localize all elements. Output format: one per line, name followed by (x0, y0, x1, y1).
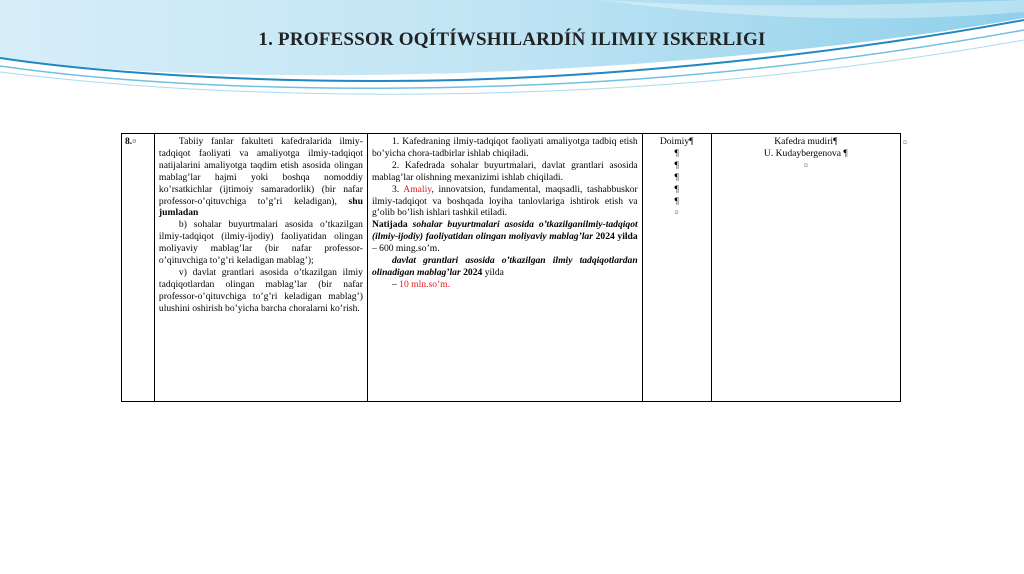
outcome-label: Natijada (371, 219, 408, 231)
result-outcome-2-amount-line (372, 279, 638, 291)
result-highlight-amaliy: Amaliy (403, 183, 432, 195)
outcome-2-year: 2024 (463, 266, 483, 278)
task-paragraph-2: b) sohalar buyurtmalari asosida o’tkazilgan ilmiy-tadqiqot (ilmiy-ijodiy) faoliyatidan olingan moliyaviy mablag’lar (bir nafar professor-o’qituvchiga to’g’ri keladigan mablag’); (158, 219, 363, 267)
result-p3-text: , innovatsion, fundamental, maqsadli, tashabbuskor ilmiy-tadqiqot va boshqada loyiha tanlovlariga ishtirok etish va g’olib bo’lish ishlari tashkil etiladi. (371, 183, 638, 219)
row-end-mark: ¤ (903, 138, 907, 147)
result-outcome-2 (372, 255, 638, 279)
task-text-1: Tabiiy fanlar fakulteti kafedralarida ilmiy-tadqiqot faoliyati va amaliyotga ilmiy-tadqiqot natijalarini amaliyotga taqdim etish asosida olingan mablag’lar hajmi yoki boshqa nomoddiy ko’rsatkichlar (ijtimoiy samaradorlik) (bir nafar professor-o’qituvchiga to’g’ri keladigan), (158, 136, 363, 207)
term-line: ¶ (674, 159, 679, 171)
responsible-mark: ¤ (803, 160, 808, 170)
term-line: ¶ (674, 195, 679, 207)
term-line: ¶ (674, 147, 679, 159)
slide-title: 1. PROFESSOR OQÍTÍWSHILARDÍŃ ILIMIY ISKERLIGI (258, 29, 766, 50)
plan-table (121, 133, 901, 402)
result-paragraph-3 (372, 184, 638, 220)
task-paragraph-3: v) davlat grantlari asosida o’tkazilgan ilmiy tadqiqotlardan olingan mablag’lar (bir nafar professor-o’qituvchiga to’g’ri keladigan mablag’) ulushini oshirish bo’yicha barcha choralarni ko’rish. (158, 266, 363, 314)
term-cell (642, 134, 711, 402)
term-line: ¶ (674, 171, 679, 183)
cell-end-mark: ¤ (132, 137, 137, 146)
outcome-1-amount: 600 ming.so’m. (379, 243, 440, 255)
outcome-2-italic: davlat grantlari asosida o’tkazilgan ilmiy tadqiqotlardan olinadigan mablag’lar (371, 255, 638, 278)
result-paragraph-2: 2. Kafedrada sohalar buyurtmalari, davlat grantlari asosida mablag’lar olishning mexanizimi ishlab chiqiladi. (371, 159, 638, 183)
outcome-2-dash: – (391, 278, 397, 290)
outcome-2-amount: 10 mln.so’m. (399, 278, 451, 290)
outcome-1-year: 2024 yilda (595, 231, 638, 243)
responsible-name: U. Kudaybergenova ¶ (763, 147, 848, 159)
result-cell (367, 134, 642, 402)
responsible-role: Kafedra mudiri¶ (774, 136, 838, 147)
result-paragraph-1: 1. Kafedraning ilmiy-tadqiqot faoliyati amaliyotga tadbiq etish bo’yicha chora-tadbirlar ishlab chiqiladi. (371, 136, 638, 159)
term-line: ¶ (674, 183, 679, 195)
outcome-2-tail: yilda (484, 266, 504, 278)
task-bold-text: shu jumladan (158, 195, 363, 219)
task-paragraph-1 (159, 136, 363, 219)
outcome-1-dash: – (371, 243, 377, 255)
result-outcome-1 (372, 219, 638, 255)
term-line: ¤ (674, 208, 679, 218)
result-p3-number: 3. (391, 183, 400, 195)
responsible-cell (711, 134, 900, 402)
task-cell (154, 134, 367, 402)
table-row (122, 134, 901, 402)
outcome-1-italic: sohalar buyurtmalari asosida o’tkazilganilmiy-tadqiqot (ilmiy-ijodiy) faoliyatidan olingan moliyaviy mablag’lar (371, 219, 638, 243)
row-number: 8. (125, 136, 133, 147)
row-number-cell (122, 134, 155, 402)
term-line: Doimiy¶ (659, 136, 694, 147)
